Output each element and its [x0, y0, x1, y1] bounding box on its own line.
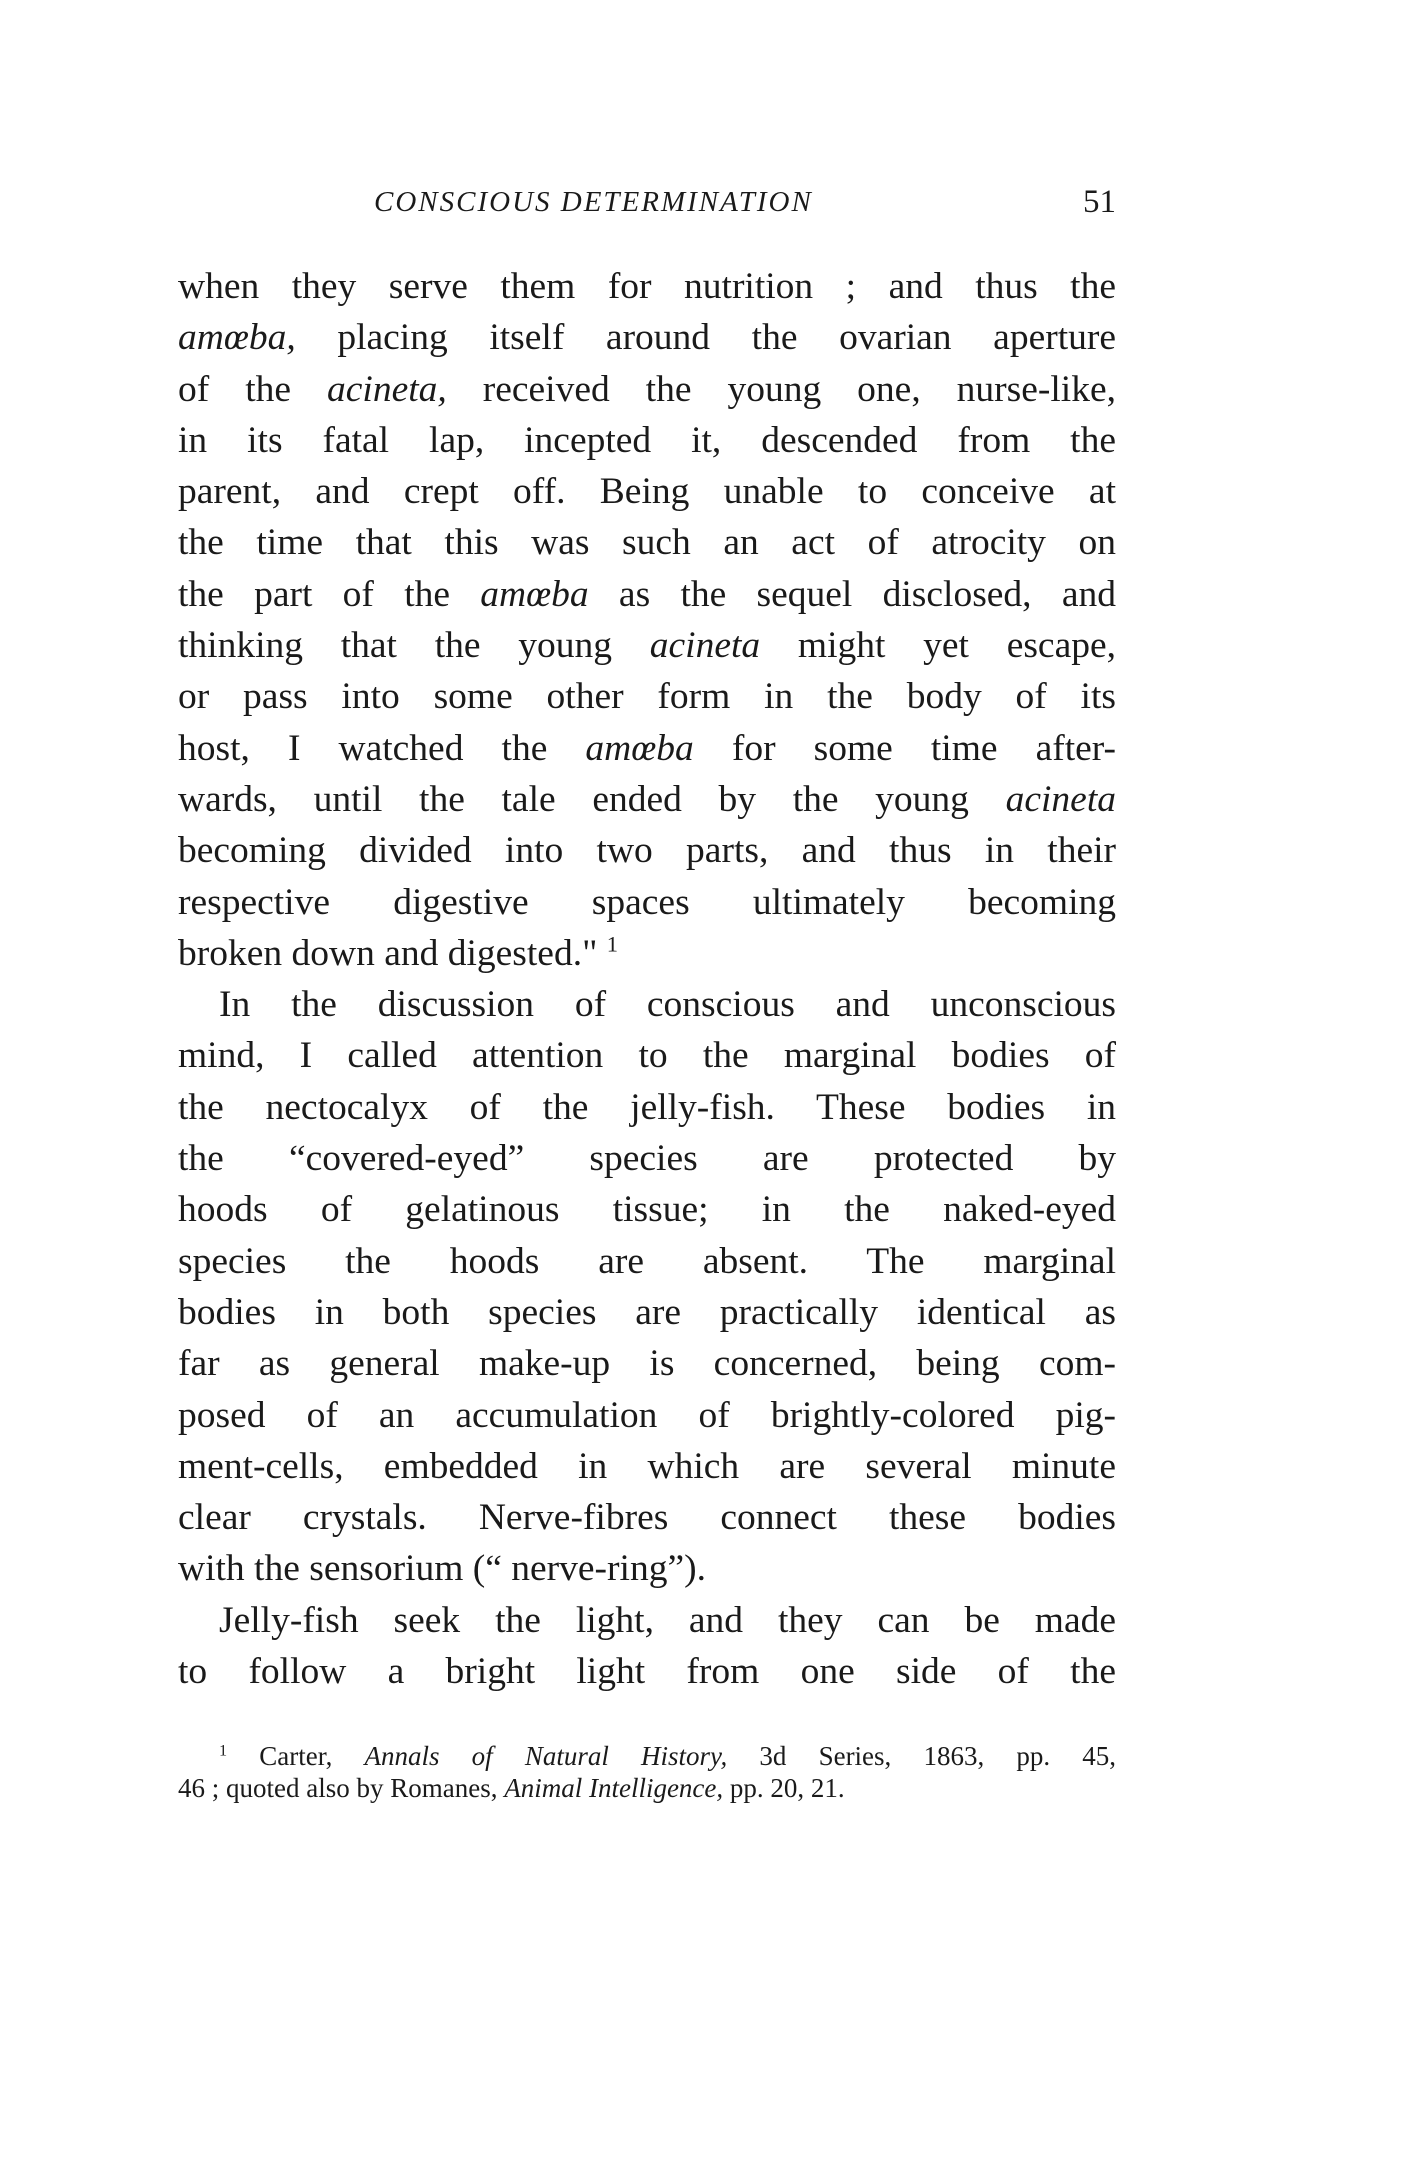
text-segment: host, I watched the [178, 727, 586, 769]
italic-text: amœba [585, 727, 694, 769]
italic-text: Annals of Natural History, [364, 1741, 728, 1771]
footnote-line [178, 1772, 1116, 1804]
text-segment: received the young one, nurse-like, [446, 368, 1116, 410]
text-line [178, 1184, 1116, 1235]
text-segment: the “covered-eyed” species are protected by [178, 1138, 1116, 1180]
text-line [178, 466, 1116, 517]
text-line [178, 517, 1116, 568]
footnote-marker: 1 [606, 931, 619, 957]
italic-text: acineta [1005, 778, 1116, 820]
text-segment: Jelly-fish seek the light, and they can be made [219, 1599, 1116, 1641]
text-segment: In the discussion of conscious and unconscious [219, 984, 1116, 1026]
text-segment: as the sequel disclosed, and [588, 573, 1116, 615]
text-line [178, 1543, 1116, 1594]
text-line [178, 1441, 1116, 1492]
text-segment: 46 ; quoted also by Romanes, [178, 1773, 505, 1803]
text-segment: the nectocalyx of the jelly-fish. These bodies in [178, 1086, 1116, 1128]
text-segment: hoods of gelatinous tissue; in the naked-eyed [178, 1189, 1116, 1231]
text-line [178, 1338, 1116, 1389]
text-segment: the part of the [178, 573, 481, 615]
text-line [178, 1133, 1116, 1184]
italic-text: acineta, [327, 368, 447, 410]
text-line [178, 979, 1116, 1030]
footnote-line [178, 1740, 1116, 1772]
italic-text: acineta [649, 625, 761, 667]
text-line [178, 1030, 1116, 1081]
text-line [178, 364, 1116, 415]
text-line [178, 1082, 1116, 1133]
text-line [178, 1595, 1116, 1646]
text-segment: of the [178, 368, 327, 410]
text-segment: might yet escape, [760, 625, 1116, 667]
text-segment: ment-cells, embedded in which are several minute [178, 1445, 1116, 1487]
text-line [178, 671, 1116, 722]
text-segment: species the hoods are absent. The marginal [178, 1240, 1116, 1282]
text-line [178, 774, 1116, 825]
page-number: 51 [1083, 184, 1116, 220]
text-segment: to follow a bright light from one side of the [178, 1651, 1116, 1693]
text-segment: parent, and crept off. Being unable to conceive at [178, 471, 1116, 513]
text-line [178, 415, 1116, 466]
text-line [178, 825, 1116, 876]
text-segment: Carter, [227, 1741, 365, 1771]
text-segment: or pass into some other form in the body of its [178, 676, 1116, 718]
body-text [178, 261, 1116, 1697]
text-segment: posed of an accumulation of brightly-colored pig- [178, 1394, 1116, 1436]
text-segment: thinking that the young [178, 625, 650, 667]
text-segment: placing itself around the ovarian aperture [295, 317, 1116, 359]
page-header [178, 180, 1116, 224]
text-segment: in its fatal lap, incepted it, descended from the [178, 419, 1116, 461]
text-segment: for some time after- [693, 727, 1117, 769]
footnote-marker: 1 [219, 1741, 228, 1760]
italic-text: amœba [480, 573, 589, 615]
text-segment: 3d Series, 1863, pp. 45, [727, 1741, 1116, 1771]
text-segment: when they serve them for nutrition ; and thus the [178, 266, 1116, 307]
running-title: CONSCIOUS DETERMINATION [374, 186, 813, 218]
italic-text: Animal Intelligence, [504, 1773, 724, 1803]
text-line [178, 877, 1116, 928]
text-segment: respective digestive spaces ultimately becoming [178, 881, 1116, 923]
text-segment: broken down and digested." [178, 932, 607, 974]
text-line [178, 928, 1116, 979]
text-segment: the time that this was such an act of atrocity on [178, 522, 1116, 564]
text-line [178, 312, 1116, 363]
text-segment: clear crystals. Nerve-fibres connect these bodies [178, 1497, 1116, 1539]
text-segment: becoming divided into two parts, and thus in their [178, 830, 1116, 872]
text-segment: with the sensorium (“ nerve-ring”). [178, 1548, 706, 1590]
text-segment: pp. 20, 21. [723, 1773, 845, 1803]
text-line [178, 1646, 1116, 1697]
text-line [178, 1492, 1116, 1543]
text-line [178, 1287, 1116, 1338]
text-line [178, 1390, 1116, 1441]
italic-text: amœba, [178, 317, 296, 359]
text-line [178, 1236, 1116, 1287]
text-line [178, 569, 1116, 620]
text-segment: far as general make-up is concerned, being com- [178, 1343, 1116, 1385]
text-segment: mind, I called attention to the marginal bodies of [178, 1035, 1116, 1077]
text-segment: bodies in both species are practically identical as [178, 1291, 1116, 1333]
footnotes [178, 1740, 1116, 1804]
text-line [178, 261, 1116, 312]
text-segment: wards, until the tale ended by the young [178, 778, 1006, 820]
text-line [178, 620, 1116, 671]
text-line [178, 723, 1116, 774]
